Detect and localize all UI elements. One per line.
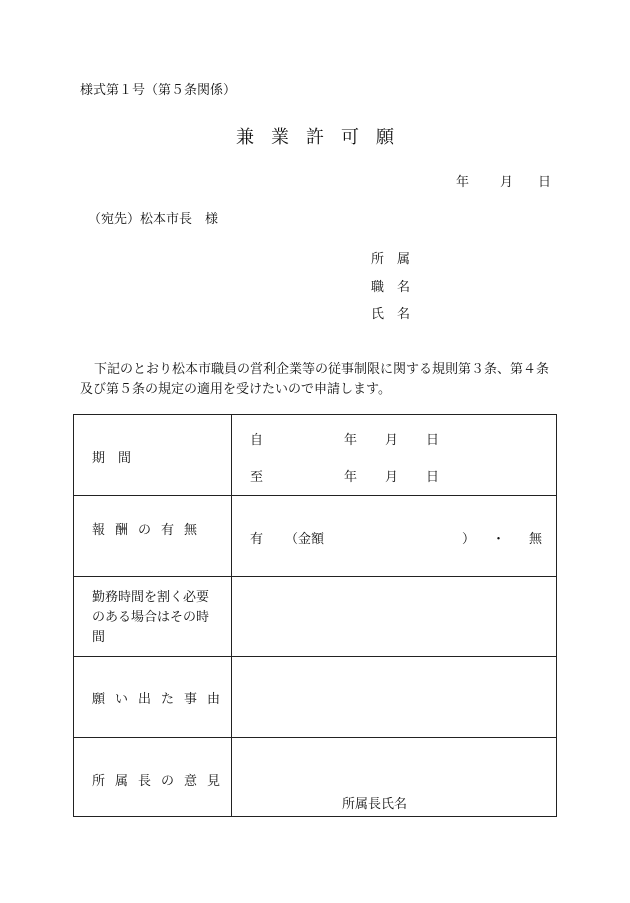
row-divider [74, 576, 556, 577]
row-divider [74, 656, 556, 657]
period-from-label: 自 [250, 433, 264, 448]
supervisor-opinion-label: 所属長の意見 [92, 774, 231, 789]
affiliation-label: 所 属 [371, 252, 411, 267]
application-statement: 下記のとおり松本市職員の営利企業等の従事制限に関する規則第３条、第４条及び第５条の規定の適用を受けたいので申請します。 [80, 362, 550, 397]
remuneration-separator: ・ [492, 532, 506, 547]
period-label [92, 447, 214, 466]
period-to-month[interactable]: 月 [385, 470, 399, 485]
form-number: 様式第１号（第５条関係） [80, 83, 237, 98]
name-label: 氏 名 [371, 307, 411, 322]
reason-label: 願い出た事由 [92, 692, 231, 707]
column-divider [231, 415, 232, 816]
position-label: 職 名 [371, 280, 411, 295]
remuneration-amount-open: （金額 [285, 532, 325, 547]
remuneration-label: 報酬の有無 [92, 523, 208, 538]
supervisor-name-label: 所属長氏名 [342, 797, 408, 812]
page-title: 兼業許可願 [236, 127, 411, 148]
row-divider [74, 495, 556, 496]
date-month-label: 月 [500, 175, 514, 190]
period-from-year[interactable]: 年 [344, 433, 358, 448]
period-to-year[interactable]: 年 [344, 470, 358, 485]
date-year-label: 年 [456, 175, 470, 190]
addressee: （宛先）松本市長 様 [88, 212, 219, 227]
period-from-day[interactable]: 日 [426, 433, 440, 448]
period-from-month[interactable]: 月 [385, 433, 399, 448]
remuneration-amount-close: ） [462, 532, 476, 547]
remuneration-no[interactable]: 無 [529, 532, 543, 547]
period-label-text: 期 間 [92, 451, 132, 466]
period-to-label: 至 [250, 470, 264, 485]
period-to-day[interactable]: 日 [426, 470, 440, 485]
row-divider [74, 737, 556, 738]
remuneration-yes[interactable]: 有 [250, 532, 264, 547]
application-table [73, 414, 557, 817]
worktime-label: 勤務時間を割く必要のある場合はその時間 [92, 590, 210, 645]
date-day-label: 日 [538, 175, 552, 190]
